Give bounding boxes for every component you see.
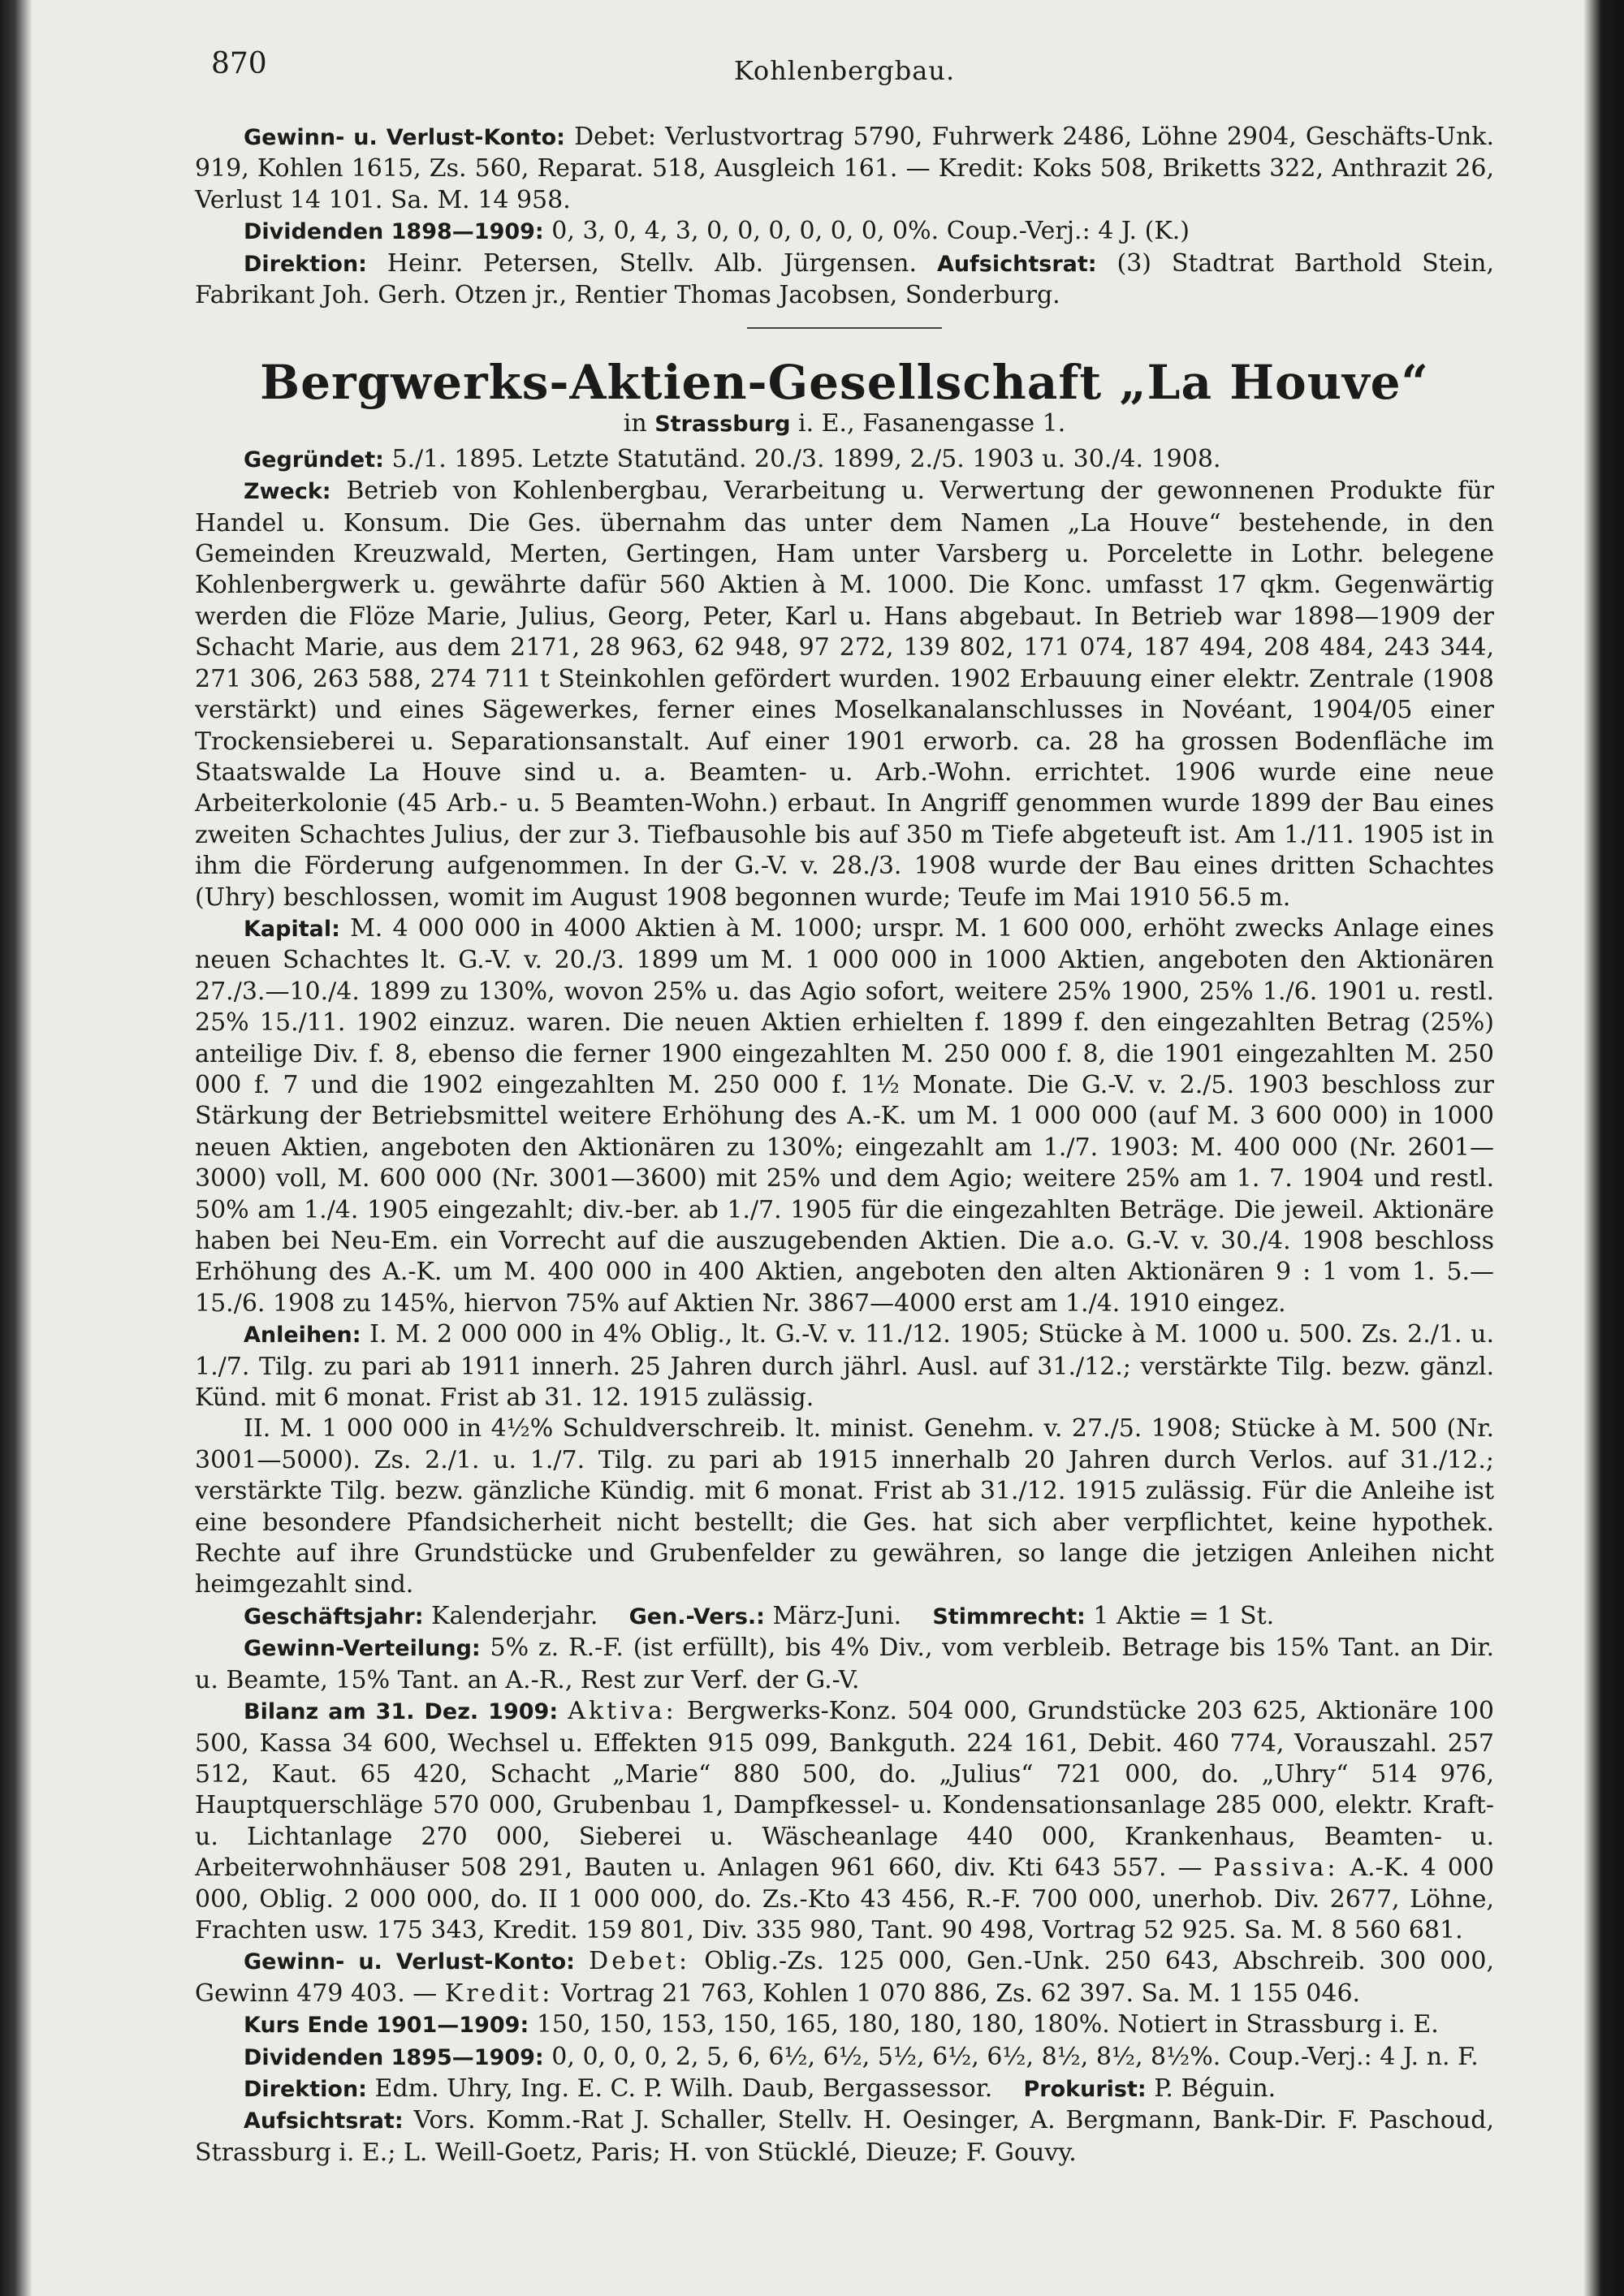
aufsichtsrat-text: Vors. Komm.-Rat J. Schaller, Stellv. H. Oesinger, A. Bergmann, Bank-Dir. F. Paschoud, Strassburg i. E.; L. Weill-Goetz, Paris; H. von Stücklé, Dieuze; F. Gouvy. [195,2106,1494,2167]
zweck-paragraph [195,476,1494,913]
gewinn-kredit-text: Vortrag 21 763, Kohlen 1 070 886, Zs. 62 397. Sa. M. 1 155 046. [560,1979,1361,2008]
gewinn-kredit-word: Kredit: [444,1979,554,2008]
bilanz-aktiva-word: Aktiva: [568,1697,677,1726]
geschaeftsjahr-paragraph [195,1601,1494,1633]
kapital-label: Kapital: [244,916,340,942]
geschaeftsjahr-label: Geschäftsjahr: [244,1603,424,1629]
anleihen-paragraph-2 [195,1413,1494,1600]
gegruendet-text: 5./1. 1895. Letzte Statutänd. 20./3. 1899, 2./5. 1903 u. 30./4. 1908. [391,444,1221,473]
gegruendet-paragraph [195,444,1494,476]
prev-gewinn-label: Gewinn- u. Verlust-Konto: [244,125,565,150]
prev-aufsichtsrat-label: Aufsichtsrat: [936,251,1097,277]
company-entry [195,444,1494,2169]
company-address: i. E., Fasanengasse 1. [797,409,1066,438]
zweck-text: Betrieb von Kohlenbergbau, Verarbeitung u. Verwertung der gewonnenen Produkte für Handel u. Konsum. Die Ges. übernahm das unter dem Namen „La Houve“ bestehende, in den Gemeinden Kreuzwald, Merten, Gertingen, Ham unter Varsberg u. Porcelette in Lothr. belegene Kohlenbergwerk u. gewährte dafür 560 Aktien à M. 1000. Die Konc. umfasst 17 qkm. Gegenwärtig werden die Flöze Marie, Julius, Georg, Peter, Karl u. Hans abgebaut. In Betrieb war 1898—1909 der Schacht Marie, aus dem 2171, 28 963, 62 948, 97 272, 139 802, 171 074, 187 494, 208 484, 243 344, 271 306, 263 588, 274 711 t Steinkohlen gefördert wurden. 1902 Erbauung einer elektr. Zentrale (1908 verstärkt) und eines Sägewerkes, ferner eines Moselkanalanschlusses in Novéant, 1904/05 einer Trockensieberei u. Separationsanstalt. Auf einer 1901 erworb. ca. 28 ha grossen Bodenfläche im Staatswalde La Houve sind u. a. Beamten- u. Arb.-Wohn. errichtet. 1906 wurde eine neue Arbeiterkolonie (45 Arb.- u. 5 Beamten-Wohn.) erbaut. In Angriff genommen wurde 1899 der Bau eines zweiten Schachtes Julius, der zur 3. Tiefbausohle bis auf 350 m Tiefe abgeteuft ist. Am 1./11. 1905 ist in ihm die Förderung aufgenommen. In der G.-V. v. 28./3. 1908 wurde der Bau eines dritten Schachtes (Uhry) beschlossen, womit im August 1908 begonnen wurde; Teufe im Mai 1910 56.5 m. [195,477,1494,912]
kurs-text: 150, 150, 153, 150, 165, 180, 180, 180, 180%. Notiert in Strassburg i. E. [536,2010,1439,2039]
bilanz-paragraph [195,1696,1494,1946]
prev-aufsichtsrat-text: (3) Stadtrat Barthold Stein, Fabrikant Joh. Gerh. Otzen jr., Rentier Thomas Jacobsen, Sonderburg. [195,248,1494,310]
stimmrecht-text: 1 Aktie = 1 St. [1093,1601,1275,1630]
bilanz-label: Bilanz am 31. Dez. 1909: [244,1699,559,1725]
dividenden-paragraph [195,2042,1494,2074]
scan-right-edge [1583,0,1624,2296]
prev-dividenden-label: Dividenden 1898—1909: [244,219,544,245]
prev-direktion-paragraph [195,248,1494,312]
gewinnverteilung-text: 5% z. R.-F. (ist erfüllt), bis 4% Div., vom verbleib. Betrage bis 15% Tant. an Dir. u. Beamte, 15% Tant. an A.-R., Rest zur Verf. der G.-V. [195,1634,1494,1694]
aufsichtsrat-label: Aufsichtsrat: [244,2108,404,2134]
gewinnverteilung-label: Gewinn-Verteilung: [244,1636,481,1662]
gewinn-debet-text: Oblig.-Zs. 125 000, Gen.-Unk. 250 643, Abschreib. 300 000, Gewinn 479 403. — [195,1947,1494,2008]
anleihen-label: Anleihen: [244,1323,361,1349]
company-location [195,408,1494,440]
anleihen-text-2: II. M. 1 000 000 in 4½% Schuldverschreib. lt. minist. Genehm. v. 27./5. 1908; Stücke à M. 500 (Nr. 3001—5000). Zs. 2./1. u. 1./7. Tilg. zu pari ab 1915 innerhalb 20 Jahren durch Verlos. auf 31./12.; verstärkte Tilg. bezw. gänzliche Kündig. mit 6 monat. Frist ab 31./12. 1915 zulässig. Für die Anleihe ist eine besondere Pfandsicherheit nicht bestellt; die Ges. hat sich aber verpflichtet, keine hypothek. Rechte auf ihre Grundstücke und Grubenfelder zu gewähren, so lange die jetzigen Anleihen nicht heimgezahlt sind. [195,1414,1494,1599]
prev-dividenden-text: 0, 3, 0, 4, 3, 0, 0, 0, 0, 0, 0, 0%. Coup.-Verj.: 4 J. (K.) [551,217,1190,246]
prev-direktion-label: Direktion: [244,251,367,277]
kapital-text: M. 4 000 000 in 4000 Aktien à M. 1000; urspr. M. 1 600 000, erhöht zwecks Anlage eines neuen Schachtes lt. G.-V. v. 20./3. 1899 um M. 1 000 000 in 1000 Aktien, angeboten den Aktionären 27./3.—10./4. 1899 zu 130%, wovon 25% u. das Agio sofort, weitere 25% 1900, 25% 1./6. 1901 u. restl. 25% 15./11. 1902 einzuz. waren. Die neuen Aktien erhielten f. 1899 f. den eingezahlten Betrag (25%) anteilige Div. f. 8, ebenso die ferner 1900 eingezahlten M. 250 000 f. 8, die 1901 eingezahlten M. 250 000 f. 7 und die 1902 eingezahlten M. 250 000 f. 1½ Monate. Die G.-V. v. 2./5. 1903 beschloss zur Stärkung der Betriebsmittel weitere Erhöhung des A.-K. um M. 1 000 000 (auf M. 3 600 000) in 1000 neuen Aktien, angeboten den Aktionären zu 130%; eingezahlt am 1./7. 1903: M. 400 000 (Nr. 2601—3000) voll, M. 600 000 (Nr. 3001—3600) mit 25% und dem Agio; weitere 25% am 1. 7. 1904 und restl. 50% am 1./4. 1905 eingezahlt; div.-ber. ab 1./7. 1905 für die eingezahlten Beträge. Die jeweil. Aktionäre haben bei Neu-Em. ein Vorrecht auf die auszugebenden Aktien. Die a.o. G.-V. v. 30./4. 1908 beschloss Erhöhung des A.-K. um M. 400 000 in 400 Aktien, angeboten den alten Aktionären 9 : 1 vom 1. 5.—15./6. 1908 zu 145%, hiervon 75% auf Aktien Nr. 3867—4000 erst am 1./4. 1910 eingez. [195,913,1494,1318]
zweck-label: Zweck: [244,479,331,505]
kapital-paragraph [195,913,1494,1319]
aufsichtsrat-paragraph [195,2105,1494,2169]
anleihen-paragraph [195,1319,1494,1413]
company-in-word: in [623,409,647,438]
gewinn-label: Gewinn- u. Verlust-Konto: [244,1949,575,1975]
page-number: 870 [211,47,267,80]
bilanz-passiva-text: A.-K. 4 000 000, Oblig. 2 000 000, do. II 1 000 000, do. Zs.-Kto 43 456, R.-F. 700 000, unerhob. Div. 2677, Löhne, Frachten usw. 175 343, Kredit. 159 801, Div. 335 980, Tant. 90 498, Vortrag 52 925. Sa. M. 8 560 681. [195,1854,1494,1944]
gewinn-debet-word: Debet: [589,1947,691,1976]
dividenden-text: 0, 0, 0, 0, 2, 5, 6, 6½, 6½, 5½, 6½, 6½, 8½, 8½, 8½%. Coup.-Verj.: 4 J. n. F. [551,2042,1479,2071]
bilanz-aktiva-text: Bergwerks-Konz. 504 000, Grundstücke 203 625, Aktionäre 100 500, Kassa 34 600, Wechsel u. Effekten 915 099, Bankguth. 224 161, Debit. 460 774, Vorauszahl. 257 512, Kaut. 65 420, Schacht „Marie“ 880 500, do. „Julius“ 721 000, do. „Uhry“ 514 976, Hauptquerschläge 570 000, Grubenbau 1, Dampfkessel- u. Kondensationsanlage 285 000, elektr. Kraft- u. Lichtanlage 270 000, Sieberei u. Wäscheanlage 440 000, Krankenhaus, Beamten- u. Arbeiterwohnhäuser 508 291, Bauten u. Anlagen 961 660, div. Kti 643 557. — [195,1697,1494,1883]
gewinnverteilung-paragraph [195,1633,1494,1696]
kurs-label: Kurs Ende 1901—1909: [244,2013,529,2039]
prokurist-text: P. Béguin. [1154,2074,1276,2103]
running-title: Kohlenbergbau. [733,55,956,86]
company-city: Strassburg [654,412,791,438]
dividenden-label: Dividenden 1895—1909: [244,2044,544,2070]
prokurist-label: Prokurist: [1023,2076,1147,2102]
previous-company-entry [195,122,1494,311]
stimmrecht-label: Stimmrecht: [932,1603,1086,1629]
prev-dividenden-paragraph [195,216,1494,248]
genvers-label: Gen.-Vers.: [628,1603,765,1629]
gewinn-paragraph [195,1946,1494,2009]
prev-direktion-text: Heinr. Petersen, Stellv. Alb. Jürgensen. [387,248,918,278]
gegruendet-label: Gegründet: [244,447,384,473]
direktion-label: Direktion: [244,2076,367,2102]
running-head [195,41,1494,89]
direktion-paragraph [195,2074,1494,2105]
separator-rule [747,327,942,329]
geschaeftsjahr-text: Kalenderjahr. [431,1601,598,1630]
company-title: Bergwerks-Aktien-Gesellschaft „La Houve“ [260,355,1429,411]
prev-gewinn-text: Debet: Verlustvortrag 5790, Fuhrwerk 2486, Löhne 2904, Geschäfts-Unk. 919, Kohlen 1615, Zs. 560, Reparat. 518, Ausgleich 161. — Kredit: Koks 508, Briketts 322, Anthrazit 26, Verlust 14 101. Sa. M. 14 958. [195,123,1494,214]
anleihen-text-1: I. M. 2 000 000 in 4% Oblig., lt. G.-V. v. 11./12. 1905; Stücke à M. 1000 u. 500. Zs. 2./1. u. 1./7. Tilg. zu pari ab 1911 innerh. 25 Jahren durch jährl. Ausl. auf 31./12.; verstärkte Tilg. bezw. gänzl. Künd. mit 6 monat. Frist ab 31. 12. 1915 zulässig. [195,1320,1494,1413]
bilanz-passiva-word: Passiva: [1213,1854,1339,1883]
direktion-text: Edm. Uhry, Ing. E. C. P. Wilh. Daub, Bergassessor. [374,2074,993,2103]
genvers-text: März-Juni. [772,1601,902,1630]
page [195,41,1494,2169]
kurs-paragraph [195,2009,1494,2041]
prev-gewinn-paragraph [195,122,1494,216]
scan-left-edge [0,0,32,2296]
